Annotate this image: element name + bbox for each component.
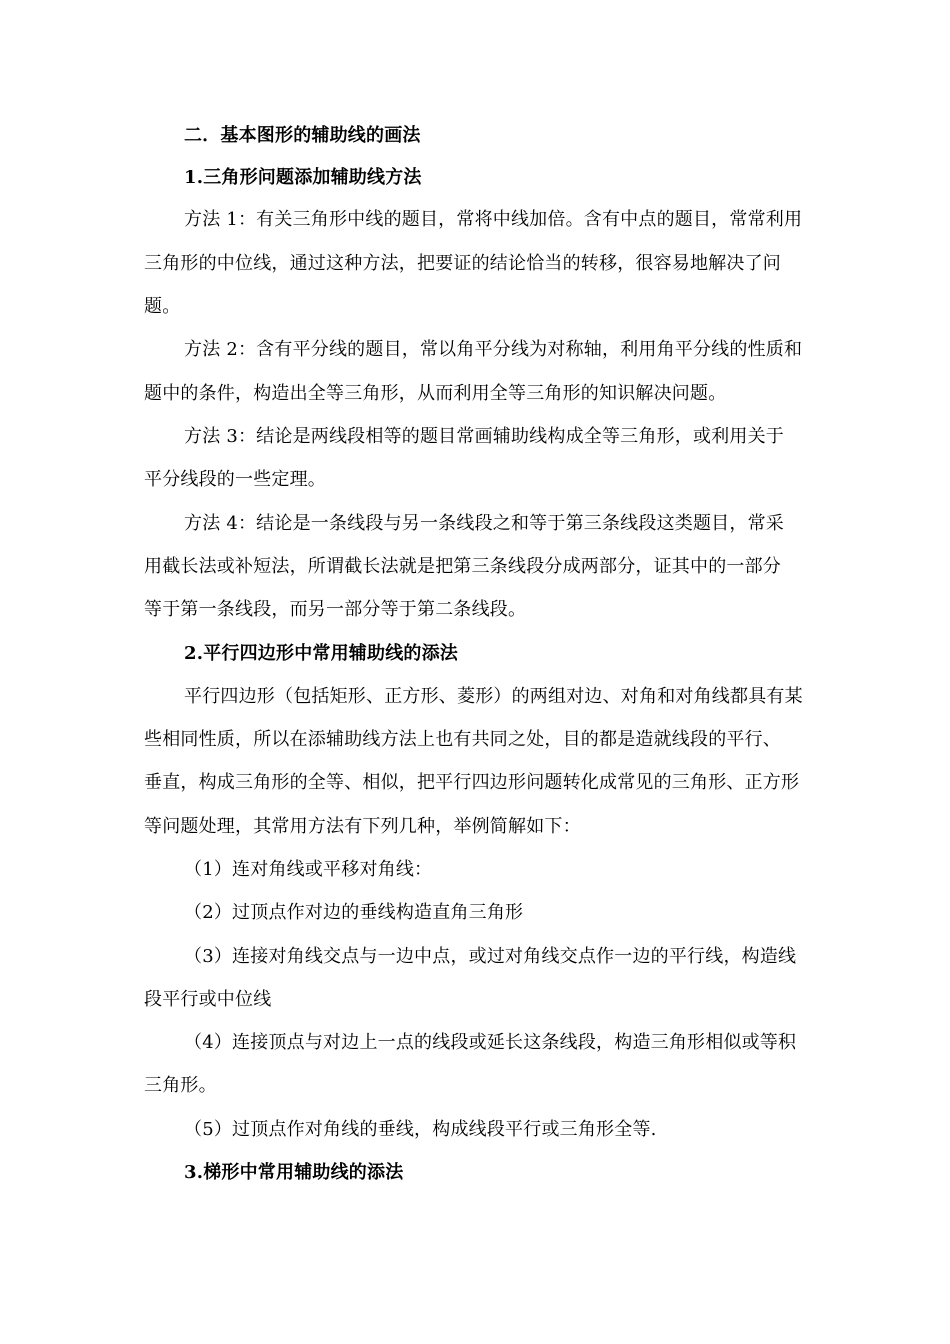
method-1-line-3: 题。 — [144, 296, 181, 317]
list-item-2: （2）过顶点作对边的垂线构造直角三角形 — [184, 902, 524, 923]
list-item-3-line-2: 段平行或中位线 — [144, 989, 272, 1010]
method-4-line-2: 用截长法或补短法，所谓截长法就是把第三条线段分成两部分，证其中的一部分 — [144, 556, 781, 577]
subsection-heading-trapezoid: 3.梯形中常用辅助线的添法 — [184, 1162, 404, 1183]
list-item-3-line-1: （3）连接对角线交点与一边中点，或过对角线交点作一边的平行线，构造线 — [184, 946, 797, 967]
list-item-5: （5）过顶点作对角线的垂线，构成线段平行或三角形全等. — [184, 1119, 657, 1140]
parallelogram-para-line-4: 等问题处理，其常用方法有下列几种，举例简解如下： — [144, 816, 581, 837]
method-1-line-2: 三角形的中位线，通过这种方法，把要证的结论恰当的转移，很容易地解决了问 — [144, 253, 781, 274]
method-4-line-1: 方法 4：结论是一条线段与另一条线段之和等于第三条线段这类题目，常采 — [184, 513, 784, 534]
method-1-line-1: 方法 1：有关三角形中线的题目，常将中线加倍。含有中点的题目，常常利用 — [184, 209, 803, 230]
list-item-1: （1）连对角线或平移对角线： — [184, 859, 433, 880]
method-3-line-2: 平分线段的一些定理。 — [144, 469, 326, 490]
method-2-line-1: 方法 2：含有平分线的题目，常以角平分线为对称轴，利用角平分线的性质和 — [184, 339, 803, 360]
list-item-4-line-2: 三角形。 — [144, 1075, 217, 1096]
parallelogram-para-line-2: 些相同性质，所以在添辅助线方法上也有共同之处，目的都是造就线段的平行、 — [144, 729, 781, 750]
parallelogram-para-line-1: 平行四边形（包括矩形、正方形、菱形）的两组对边、对角和对角线都具有某 — [184, 686, 803, 707]
method-2-line-2: 题中的条件，构造出全等三角形，从而利用全等三角形的知识解决问题。 — [144, 383, 727, 404]
section-title: 二．基本图形的辅助线的画法 — [184, 125, 421, 146]
subsection-heading-parallelogram: 2.平行四边形中常用辅助线的添法 — [184, 643, 458, 664]
method-3-line-1: 方法 3：结论是两线段相等的题目常画辅助线构成全等三角形，或利用关于 — [184, 426, 784, 447]
parallelogram-para-line-3: 垂直，构成三角形的全等、相似，把平行四边形问题转化成常见的三角形、正方形 — [144, 772, 800, 793]
method-4-line-3: 等于第一条线段，而另一部分等于第二条线段。 — [144, 599, 527, 620]
list-item-4-line-1: （4）连接顶点与对边上一点的线段或延长这条线段，构造三角形相似或等积 — [184, 1032, 797, 1053]
subsection-heading-triangle: 1.三角形问题添加辅助线方法 — [184, 167, 422, 188]
